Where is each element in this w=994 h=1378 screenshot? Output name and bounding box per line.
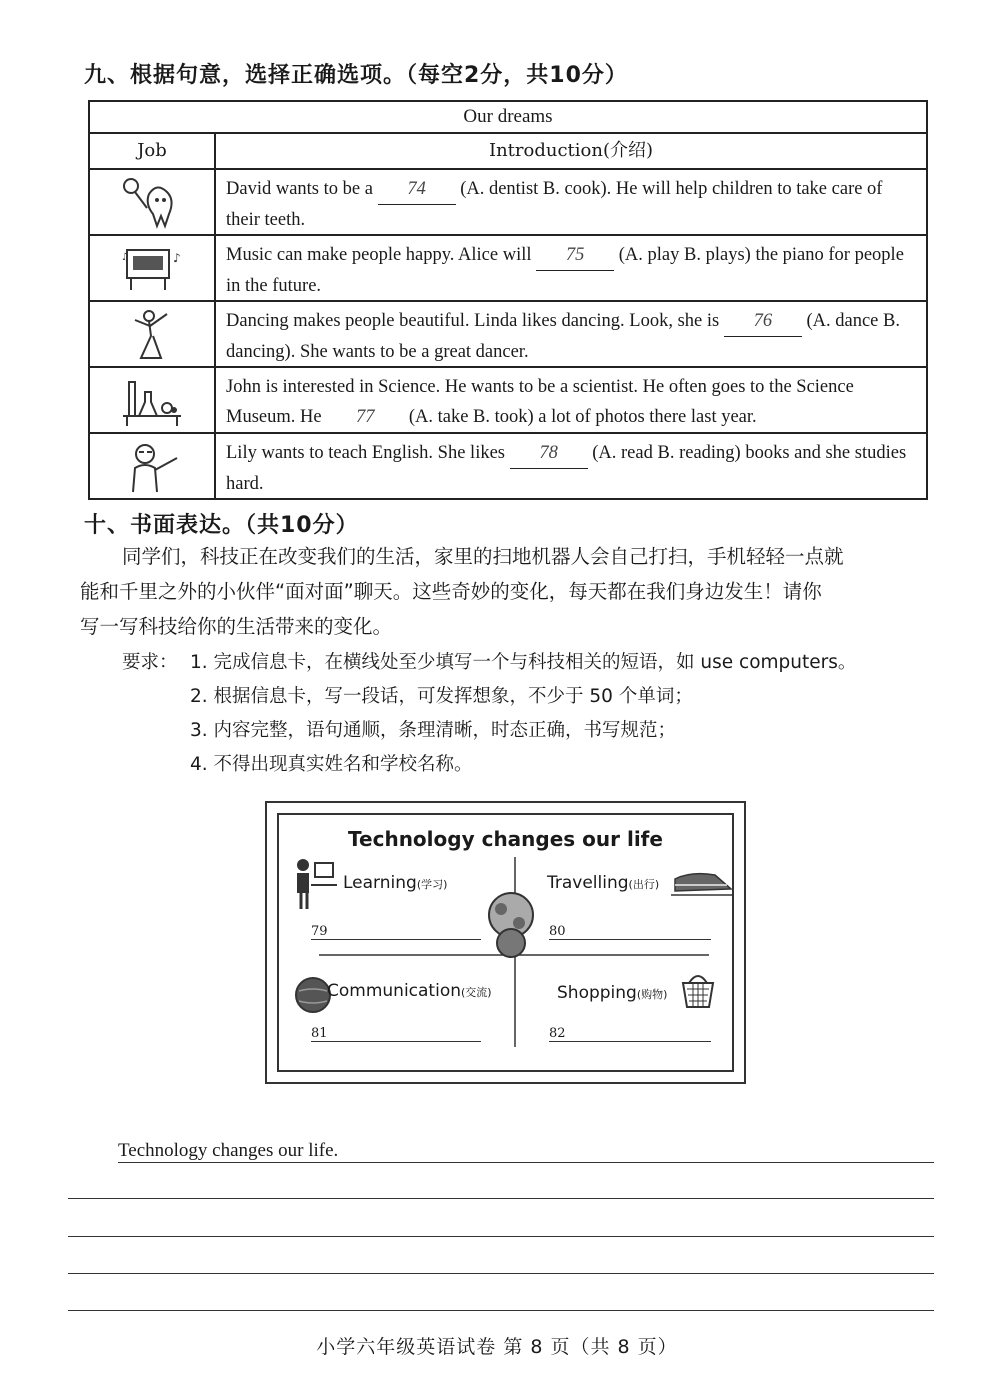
section10-title: 十、书面表达。（共10分） (84, 513, 359, 538)
train-icon (671, 869, 733, 897)
writing-line[interactable] (118, 1162, 934, 1163)
blank-80[interactable]: 80 (549, 925, 711, 940)
teacher-icon (117, 438, 187, 494)
label-shopping: Shopping (557, 983, 637, 1003)
table-row: David wants to be a 74 (A. dentist B. cook). He will help children to take care of their teeth. (90, 170, 926, 236)
svg-text:♫: ♫ (121, 252, 130, 263)
dreams-table (88, 100, 928, 500)
col-intro: Introduction(介绍) (488, 140, 654, 161)
blank-77[interactable]: 77 (326, 402, 404, 433)
requirement-2: 2. 根据信息卡，写一段话，可发挥想象，不少于 50 个单词； (190, 686, 693, 707)
brain-icon (489, 893, 533, 957)
info-card: Technology changes our life Learning(学习) Travelling(出行) 79 80 Communication(交流) Shopping(购物) 81 82 (265, 801, 746, 1084)
writing-line[interactable] (68, 1310, 934, 1311)
blank-82[interactable]: 82 (549, 1027, 711, 1042)
dancer-icon (117, 306, 187, 362)
dentist-icon (117, 174, 187, 230)
prompt-line-3: 写一写科技给你的生活带来的变化。 (80, 615, 393, 638)
prompt-line-1: 同学们，科技正在改变我们的生活，家里的扫地机器人会自己打扫，手机轻轻一点就 (122, 545, 844, 568)
label-travelling: Travelling (547, 873, 629, 893)
label-learning: Learning (343, 873, 417, 893)
requirements-label: 要求： (122, 652, 178, 673)
table-row: John is interested in Science. He wants to be a scientist. He often goes to the Science Museum. He 77 (A. take B. took) a lot of photos there last year. (90, 368, 926, 434)
blank-78[interactable]: 78 (510, 438, 588, 469)
writing-line[interactable] (68, 1198, 934, 1199)
blank-81[interactable]: 81 (311, 1027, 481, 1042)
blank-79[interactable]: 79 (311, 925, 481, 940)
blank-74[interactable]: 74 (378, 174, 456, 205)
prompt-line-2: 能和千里之外的小伙伴“面对面”聊天。这些奇妙的变化，每天都在我们身边发生！请你 (80, 580, 822, 603)
writing-line[interactable] (68, 1236, 934, 1237)
table-caption: Our dreams (90, 102, 926, 134)
opening-sentence: Technology changes our life. (118, 1140, 339, 1161)
requirements (122, 646, 856, 782)
svg-text:♪: ♪ (173, 251, 181, 265)
writing-line[interactable] (68, 1273, 934, 1274)
requirement-1: 1. 完成信息卡，在横线处至少填写一个与科技相关的短语，如 use computers。 (190, 652, 857, 673)
learning-icon (293, 857, 339, 911)
requirement-4: 4. 不得出现真实姓名和学校名称。 (190, 754, 473, 775)
blank-75[interactable]: 75 (536, 240, 614, 271)
col-job: Job (90, 134, 216, 168)
table-row: Lily wants to teach English. She likes 78 (A. read B. reading) books and she studies hard. (90, 434, 926, 498)
table-row: Dancing makes people beautiful. Linda likes dancing. Look, she is 76 (A. dance B. dancing). She wants to be a great dancer. (90, 302, 926, 368)
table-row: ♪ ♫ Music can make people happy. Alice will 75 (A. play B. plays) the piano for people in the future. (90, 236, 926, 302)
section9-title: 九、根据句意，选择正确选项。（每空2分，共10分） (84, 63, 628, 88)
card-title: Technology changes our life (348, 827, 663, 851)
piano-icon (117, 240, 187, 296)
requirement-3: 3. 内容完整，语句通顺，条理清晰，时态正确，书写规范； (190, 720, 677, 741)
basket-icon (677, 967, 719, 1011)
scientist-icon (117, 372, 187, 428)
blank-76[interactable]: 76 (724, 306, 802, 337)
label-communication: Communication (327, 981, 461, 1001)
table-header (90, 134, 926, 170)
page-footer: 小学六年级英语试卷 第 8 页（共 8 页） (316, 1336, 678, 1358)
